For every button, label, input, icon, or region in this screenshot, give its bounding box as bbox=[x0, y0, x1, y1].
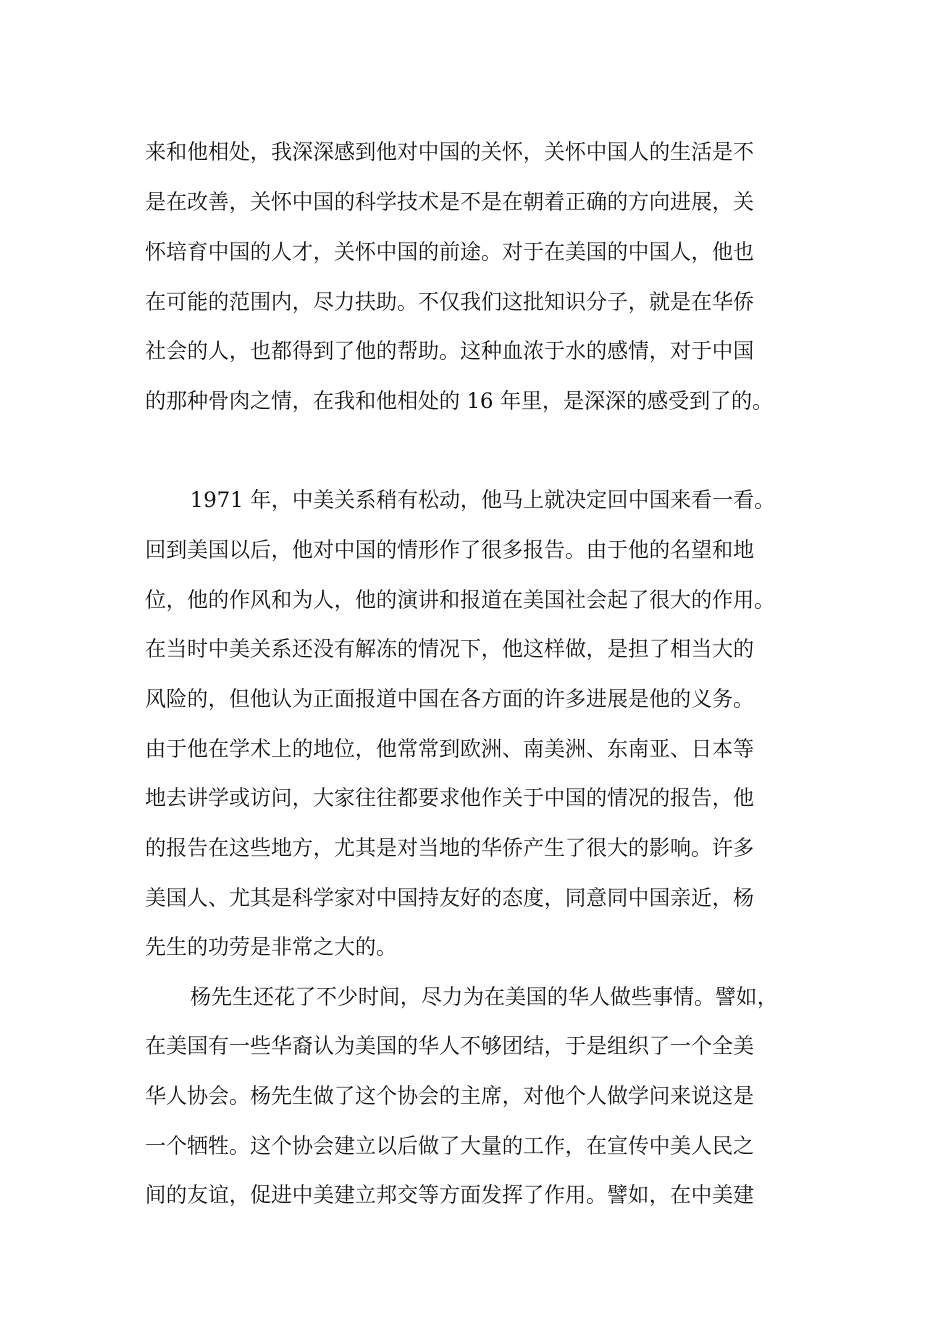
paragraph-line: 来和他相处，我深深感到他对中国的关怀，关怀中国人的生活是不 bbox=[145, 140, 754, 164]
paragraph-line: 风险的，但他认为正面报道中国在各方面的许多进展是他的义务。 bbox=[145, 687, 754, 711]
paragraph-line: 在可能的范围内，尽力扶助。不仅我们这批知识分子，就是在华侨 bbox=[145, 290, 754, 314]
paragraph-line: 社会的人，也都得到了他的帮助。这种血浓于水的感情，对于中国 bbox=[145, 339, 754, 363]
paragraph-line: 美国人、尤其是科学家对中国持友好的态度，同意同中国亲近，杨 bbox=[145, 886, 754, 910]
paragraph-line: 的那种骨肉之情，在我和他相处的 16 年里，是深深的感受到了的。 bbox=[145, 389, 774, 413]
paragraph-line: 在美国有一些华裔认为美国的华人不够团结，于是组织了一个全美 bbox=[145, 1034, 754, 1058]
paragraph-line: 在当时中美关系还没有解冻的情况下，他这样做，是担了相当大的 bbox=[145, 637, 754, 661]
paragraph-line: 地去讲学或访问，大家往往都要求他作关于中国的情况的报告，他 bbox=[145, 786, 754, 810]
paragraph-line: 是在改善，关怀中国的科学技术是不是在朝着正确的方向进展，关 bbox=[145, 190, 754, 214]
paragraph-line: 位，他的作风和为人，他的演讲和报道在美国社会起了很大的作用。 bbox=[145, 588, 775, 612]
paragraph-line: 回到美国以后，他对中国的情形作了很多报告。由于他的名望和地 bbox=[145, 538, 754, 562]
paragraph-line: 一个牺牲。这个协会建立以后做了大量的工作，在宣传中美人民之 bbox=[145, 1134, 754, 1158]
paragraph-line: 怀培育中国的人才，关怀中国的前途。对于在美国的中国人，他也 bbox=[145, 240, 754, 264]
paragraph-line: 先生的功劳是非常之大的。 bbox=[145, 935, 397, 959]
paragraph-line: 杨先生还花了不少时间，尽力为在美国的华人做些事情。譬如， bbox=[190, 985, 778, 1009]
paragraph-line: 的报告在这些地方，尤其是对当地的华侨产生了很大的影响。许多 bbox=[145, 836, 754, 860]
paragraph-line: 1971 年，中美关系稍有松动，他马上就决定回中国来看一看。 bbox=[190, 488, 776, 512]
paragraph-line: 华人协会。杨先生做了这个协会的主席，对他个人做学问来说这是 bbox=[145, 1084, 754, 1108]
paragraph-line: 间的友谊，促进中美建立邦交等方面发挥了作用。譬如，在中美建 bbox=[145, 1183, 754, 1207]
paragraph-line: 由于他在学术上的地位，他常常到欧洲、南美洲、东南亚、日本等 bbox=[145, 737, 754, 761]
